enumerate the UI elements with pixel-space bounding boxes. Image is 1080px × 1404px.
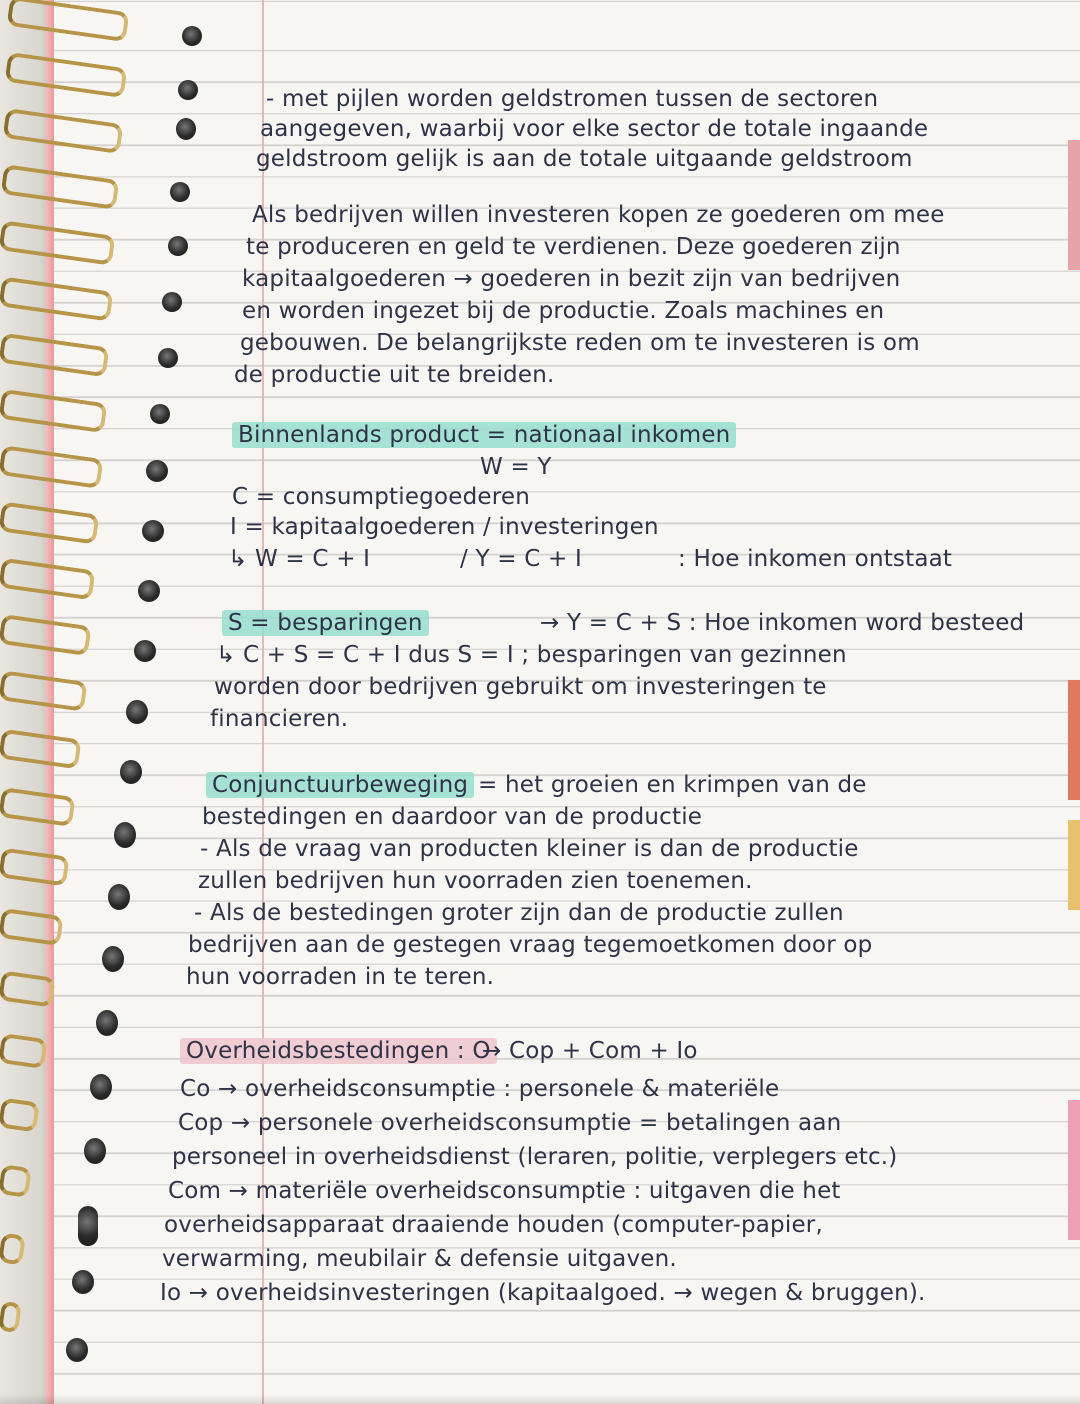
note-line: I = kapitaalgoederen / investeringen xyxy=(230,514,659,540)
punch-hole-icon xyxy=(84,1138,106,1164)
note-line: ↳ C + S = C + I dus S = I ; besparingen van gezinnen xyxy=(216,642,847,668)
note-line: Com → materiële overheidsconsumptie : uitgaven die het xyxy=(168,1178,841,1204)
note-line: C = consumptiegoederen xyxy=(232,484,531,510)
punch-hole-icon xyxy=(126,700,148,724)
punch-hole-icon xyxy=(170,182,190,202)
note-line: en worden ingezet bij de productie. Zoals machines en xyxy=(242,298,885,324)
note-line: Als bedrijven willen investeren kopen ze goederen om mee xyxy=(252,202,945,228)
punch-hole-icon xyxy=(142,520,164,542)
note-line: bedrijven aan de gestegen vraag tegemoetkomen door op xyxy=(188,932,873,958)
punch-hole-icon xyxy=(176,118,196,140)
punch-hole-icon xyxy=(134,640,156,662)
note-line: Cop → personele overheidsconsumptie = betalingen aan xyxy=(178,1110,842,1136)
note-line: / Y = C + I xyxy=(460,546,582,572)
punch-hole-icon xyxy=(114,822,136,848)
note-line: : Hoe inkomen ontstaat xyxy=(678,546,953,572)
page-tab xyxy=(1068,680,1080,800)
punch-hole-icon xyxy=(146,460,168,482)
heading-highlight: Conjunctuurbeweging xyxy=(206,772,474,798)
note-line: = het groeien en krimpen van de xyxy=(478,772,867,798)
punch-hole-icon xyxy=(150,404,170,424)
punch-hole-icon xyxy=(138,580,160,602)
note-line: → Cop + Com + Io xyxy=(482,1038,698,1064)
punch-hole-icon xyxy=(108,884,130,910)
note-line: geldstroom gelijk is aan de totale uitgaande geldstroom xyxy=(256,146,913,172)
note-line: kapitaalgoederen → goederen in bezit zijn van bedrijven xyxy=(242,266,901,292)
note-line: te produceren en geld te verdienen. Deze goederen zijn xyxy=(246,234,901,260)
punch-hole-icon xyxy=(178,80,198,100)
heading-highlight: Binnenlands product = nationaal inkomen xyxy=(232,422,736,448)
page-tab xyxy=(1068,140,1080,270)
note-line: Io → overheidsinvesteringen (kapitaalgoed. → wegen & bruggen). xyxy=(160,1280,926,1306)
note-line: Co → overheidsconsumptie : personele & materiële xyxy=(180,1076,780,1102)
page-tab xyxy=(1068,820,1080,910)
note-line: hun voorraden in te teren. xyxy=(186,964,495,990)
section-heading xyxy=(232,422,736,448)
note-line: - Als de vraag van producten kleiner is dan de productie xyxy=(200,836,859,862)
note-line: overheidsapparaat draaiende houden (computer-papier, xyxy=(164,1212,823,1238)
spiral-coil-icon xyxy=(0,1033,48,1069)
page-tab xyxy=(1068,1100,1080,1240)
note-line: aangegeven, waarbij voor elke sector de totale ingaande xyxy=(260,116,929,142)
note-line: - Als de bestedingen groter zijn dan de productie zullen xyxy=(194,900,844,926)
spiral-coil-icon xyxy=(0,1098,40,1133)
section-heading xyxy=(206,772,474,798)
punch-hole-icon xyxy=(66,1338,88,1362)
note-line: verwarming, meubilair & defensie uitgaven. xyxy=(162,1246,677,1272)
note-line: - met pijlen worden geldstromen tussen de sectoren xyxy=(266,86,879,112)
note-line: bestedingen en daardoor van de productie xyxy=(202,804,703,830)
note-line: W = Y xyxy=(480,454,552,480)
heading-highlight: Overheidsbestedingen : O xyxy=(180,1038,497,1064)
punch-hole-icon xyxy=(90,1074,112,1100)
note-line: worden door bedrijven gebruikt om investeringen te xyxy=(214,674,827,700)
note-line xyxy=(222,610,429,636)
note-line: de productie uit te breiden. xyxy=(234,362,555,388)
term-highlight: S = besparingen xyxy=(222,610,429,636)
note-line: ↳ W = C + I xyxy=(228,546,371,572)
note-line: financieren. xyxy=(210,706,349,732)
punch-hole-icon xyxy=(168,236,188,256)
punch-hole-icon xyxy=(72,1270,94,1294)
note-line: → Y = C + S : Hoe inkomen word besteed xyxy=(540,610,1025,636)
note-line: zullen bedrijven hun voorraden zien toenemen. xyxy=(198,868,753,894)
punch-hole-icon xyxy=(162,292,182,312)
punch-hole-icon xyxy=(120,760,142,784)
punch-hole-icon xyxy=(158,348,178,368)
punch-hole-icon xyxy=(102,946,124,972)
note-line: gebouwen. De belangrijkste reden om te investeren is om xyxy=(240,330,920,356)
note-line: personeel in overheidsdienst (leraren, politie, verplegers etc.) xyxy=(172,1144,898,1170)
punch-hole-icon xyxy=(78,1206,98,1246)
page-shadow xyxy=(0,1394,1080,1404)
punch-hole-icon xyxy=(96,1010,118,1036)
punch-hole-icon xyxy=(182,26,202,46)
section-heading xyxy=(180,1038,497,1064)
